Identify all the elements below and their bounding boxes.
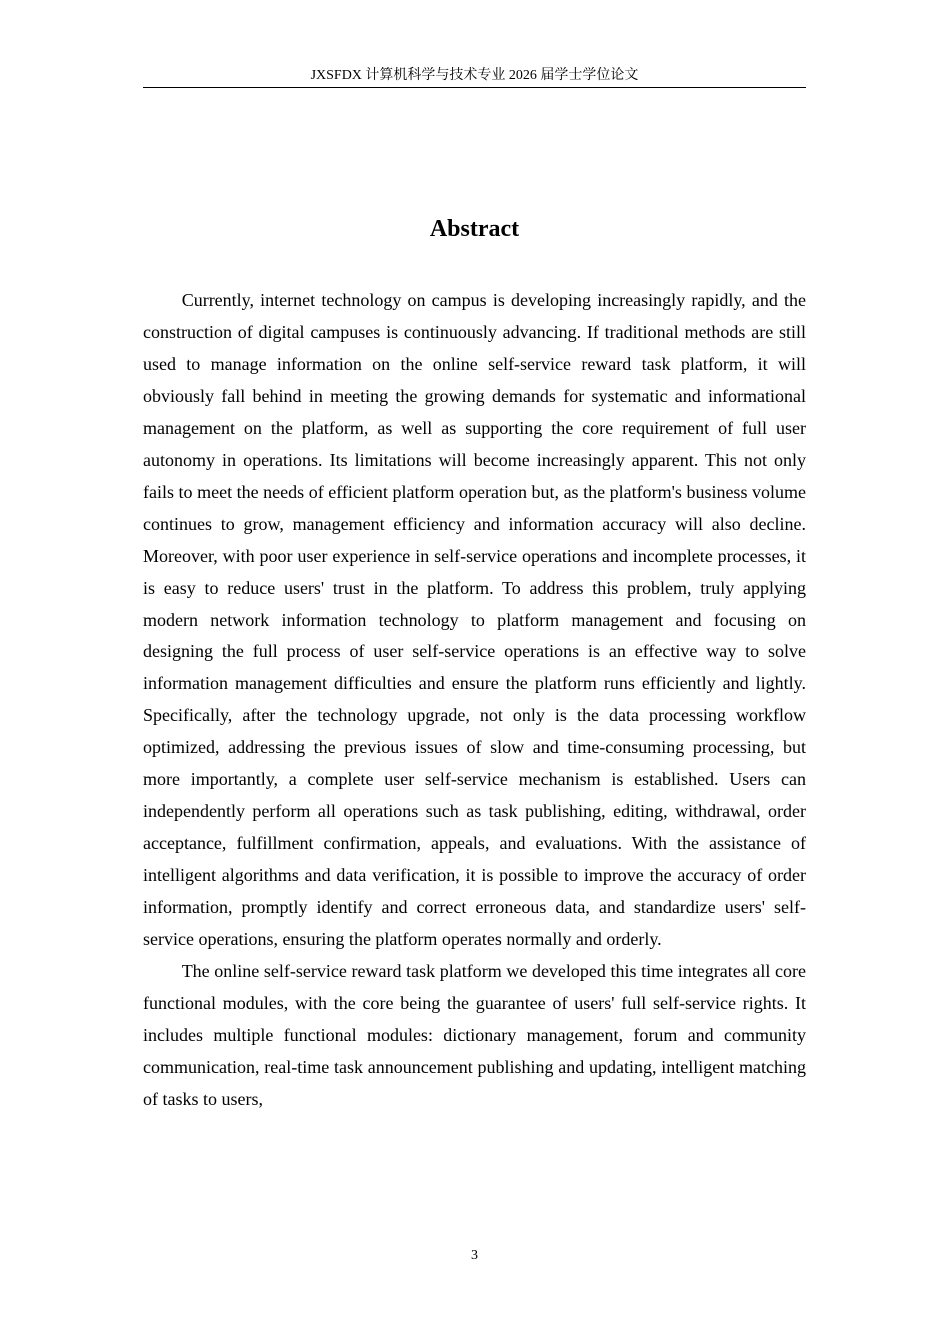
page-header: JXSFDX 计算机科学与技术专业 2026 届学士学位论文: [143, 67, 806, 88]
abstract-title: Abstract: [429, 216, 520, 242]
abstract-paragraph-1: Currently, internet technology on campus is developing increasingly rapidly, and the construction of digital campuses is continuously advancing. If traditional methods are still used to manage information on the online self-service reward task platform, it will obviously fall behind in meeting the growing demands for systematic and informational management on the platform, as well as supporting the core requirement of full user autonomy in operations. Its limitations will become increasingly apparent. This not only fails to meet the needs of efficient platform operation but, as the platform's business volume continues to grow, management efficiency and information accuracy will also decline. Moreover, with poor user experience in self-service operations and incomplete processes, it is easy to reduce users' trust in the platform. To address this problem, truly applying modern network information technology to platform management and focusing on designing the full process of user self-service operations is an effective way to solve information management difficulties and ensure the platform runs efficiently and lightly. Specifically, after the technology upgrade, not only is the data processing workflow optimized, addressing the previous issues of slow and time-consuming processing, but more importantly, a complete user self-service mechanism is established. Users can independently perform all operations such as task publishing, editing, withdrawal, order acceptance, fulfillment confirmation, appeals, and evaluations. With the assistance of intelligent algorithms and data verification, it is possible to improve the accuracy of order information, promptly identify and correct erroneous data, and standardize users' self-service operations, ensuring the platform operates normally and orderly.: [143, 290, 806, 950]
abstract-paragraph-2: The online self-service reward task platform we developed this time integrates all core functional modules, with the core being the guarantee of users' full self-service rights. It includes multiple functional modules: dictionary management, forum and community communication, real-time task announcement publishing and updating, intelligent matching of tasks to users,: [143, 961, 806, 1109]
abstract-body: [143, 285, 806, 1116]
page-number: 3: [471, 1248, 478, 1263]
